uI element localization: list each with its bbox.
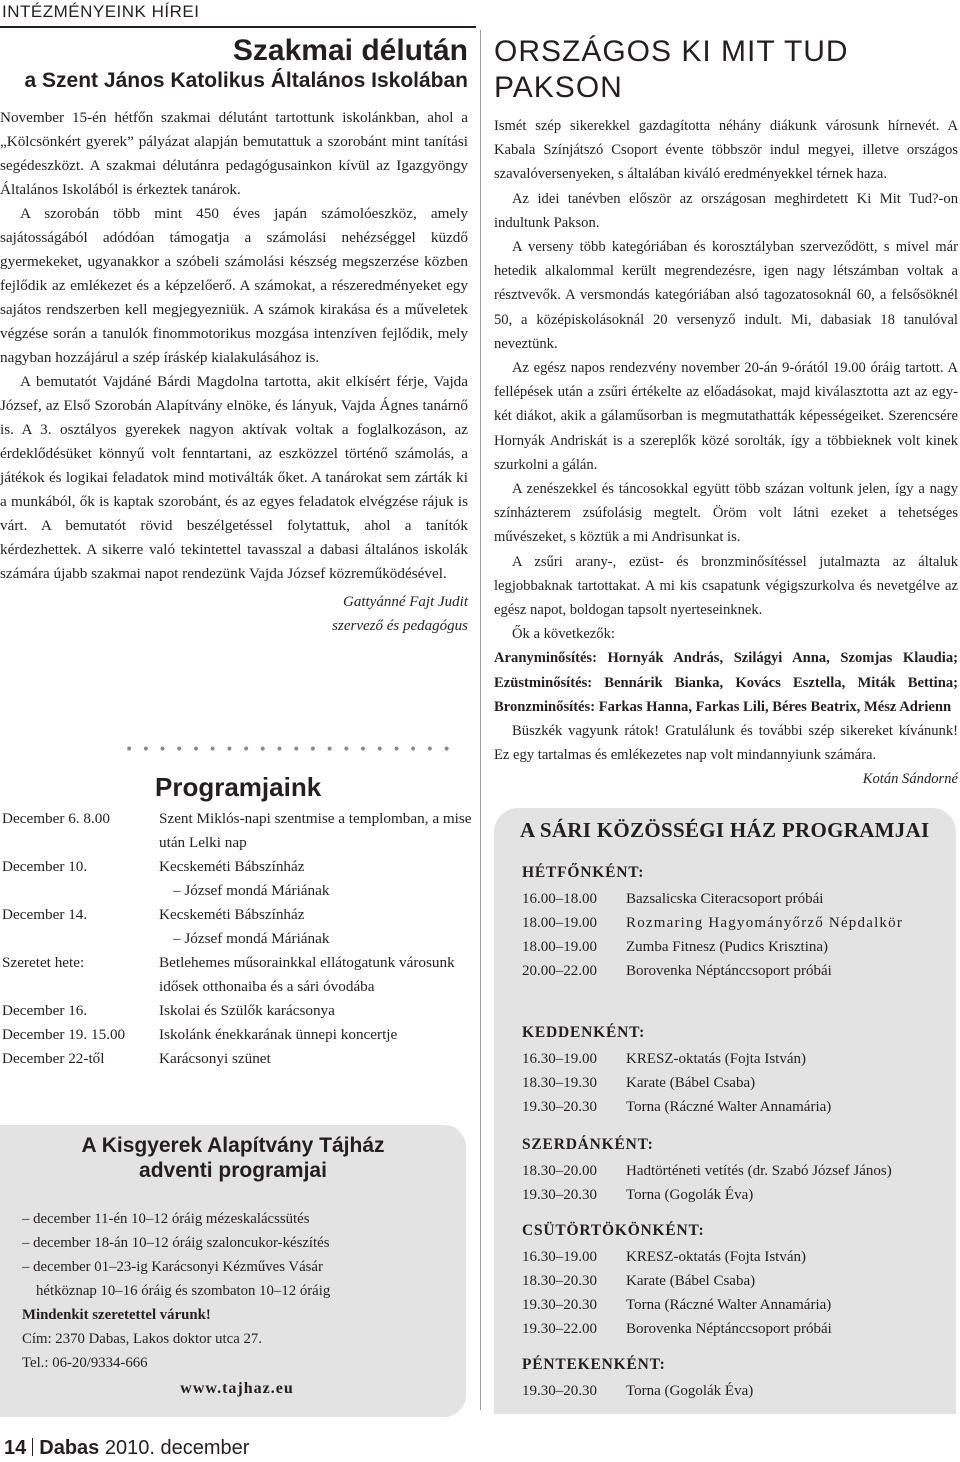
tajhaz-item: – december 18-án 10–12 óráig szaloncukor-készítés: [22, 1235, 330, 1251]
schedule-time: 16.30–19.00: [522, 1051, 597, 1067]
programs-list: [2, 807, 472, 1071]
program-row: [2, 855, 472, 903]
schedule-time: 19.30–20.30: [522, 1187, 597, 1203]
tajhaz-title: [0, 1133, 466, 1183]
signature-name: Gattyánné Fajt Judit: [343, 594, 468, 610]
program-date: Szeretet hete:: [2, 954, 85, 971]
program-row: [2, 903, 472, 951]
column-divider: [480, 30, 481, 1410]
schedule-time: 18.00–19.00: [522, 939, 597, 955]
program-date: December 6. 8.00: [2, 810, 110, 827]
program-date: December 10.: [2, 858, 88, 875]
article-body: [494, 114, 958, 788]
schedule-activity: Rozmaring Hagyományőrző Népdalkör: [626, 915, 904, 931]
closing-text: Büszkék vagyunk rátok! Gratulálunk és további szép sikereket kívánunk! Ez egy tartalmas és emlékezetes nap volt mindannyiunk számára.: [494, 723, 958, 764]
schedule-time: 19.30–20.30: [522, 1099, 597, 1115]
paragraph: A bemutatót Vajdáné Bárdi Magdolna tartotta, akit elkísért férje, Vajda József, az Első Szorobán Alapítvány elnöke, és lányuk, Vajda Ágnes tanárnő is. A 3. osztályos gyerekek nagyon aktívak voltak a foglalkozáson, az érdeklődésüket könnyű volt fenntartani, az eszközzel történő számolás, a játékok és logikai feladatok mind motiválták őket. A tanárokat sem zárták ki a munkából, ők is kaptak szorobánt, és az egyes feladatok elvégzése rájuk is várt. A bemutatót rövid beszélgetéssel folytattuk, ahol a tanítók kérdezhettek. A sikerre való tekintettel tavasszal a dabasi általános iskolák számára újabb szakmai napot rendezünk Vajda József közreműködésével.: [0, 373, 468, 582]
tajhaz-title-line2: adventi programjai: [139, 1159, 327, 1182]
paragraph: A zenészekkel és táncosokkal együtt több százan voltunk jelen, így a nagy színházterem zsúfolásig megtelt. Öröm volt látni ezeket a tehetséges művészeket, s köztük a mi Andrisunkat is.: [494, 481, 958, 546]
program-row: [2, 1047, 472, 1071]
schedule-row: [522, 959, 952, 983]
program-event-detail: – József mondá Máriának: [173, 882, 330, 899]
schedule-time: 19.30–20.30: [522, 1383, 597, 1399]
paragraph: Ők a következők:: [512, 626, 615, 643]
schedule-time: 18.30–20.00: [522, 1163, 597, 1179]
dotted-separator: • • • • • • • • • • • • • • • • • • • •: [125, 742, 453, 758]
program-event: Iskolai és Szülők karácsonya: [159, 1002, 335, 1019]
program-date: December 22-től: [2, 1050, 105, 1067]
program-event: Iskolánk énekkarának ünnepi koncertje: [159, 1026, 398, 1043]
schedule-activity: KRESZ-oktatás (Fojta István): [626, 1051, 806, 1067]
schedule-row: [522, 1317, 952, 1341]
schedule-row: [522, 887, 952, 911]
schedule-activity: KRESZ-oktatás (Fojta István): [626, 1249, 806, 1265]
program-date: December 14.: [2, 906, 88, 923]
footer-brand: Dabas: [39, 1437, 100, 1459]
article-szakmai-delutan: [0, 34, 468, 638]
tajhaz-welcome: Mindenkit szeretettel várunk!: [22, 1307, 211, 1323]
schedule-activity: Borovenka Néptánccsoport próbái: [626, 1321, 832, 1337]
page-number: 14: [4, 1437, 27, 1459]
tajhaz-website-link[interactable]: www.tajhaz.eu: [180, 1380, 294, 1397]
schedule-time: 19.30–22.00: [522, 1321, 597, 1337]
schedule-activity: Torna (Gogolák Éva): [626, 1187, 754, 1203]
paragraph: A szorobán több mint 450 éves japán számolóeszköz, amely sajátosságából adódóan támogatja a számolási nehézséggel küzdő gyermekeket, ugyanakkor a szóbeli számolási készség megszerzése közben fejlődik az emlékezet és a képzelőerő. A számokat, a részeredményeket egy sajátos rendszerben kell megjegyezniük. A számok kirakása és a műveletek végzése során a tanulók finommotorikus mozgása intenzíven fejlődik, mely nagyban hozzájárul a szép íráskép kialakulásához is.: [0, 205, 468, 366]
schedule-row: [522, 1159, 952, 1183]
day-block-thursday: [522, 1220, 952, 1341]
program-date: December 16.: [2, 1002, 88, 1019]
schedule-time: 16.30–19.00: [522, 1249, 597, 1265]
schedule-time: 16.00–18.00: [522, 891, 597, 907]
schedule-row: [522, 1379, 952, 1403]
tajhaz-title-line1: A Kisgyerek Alapítvány Tájház: [81, 1134, 385, 1157]
day-heading: PÉNTEKENKÉNT:: [522, 1356, 666, 1373]
paragraph: November 15-én hétfőn szakmai délutánt tartottunk iskolánkban, ahol a „Kölcsönkért gyerek” pályázat alapján bemutattuk a szorobánt mint tanítási segédeszközt. A szakmai délutánra pedagógusainkon kívül az Igazgyöngy Általános Iskolából is érkeztek tanárok.: [0, 109, 468, 198]
day-heading: HÉTFŐNKÉNT:: [522, 864, 645, 881]
schedule-row: [522, 1047, 952, 1071]
footer-issue: 2010. december: [104, 1437, 250, 1459]
signature-block: [0, 590, 468, 638]
schedule-time: 20.00–22.00: [522, 963, 597, 979]
program-event: Kecskeméti Bábszínház: [159, 858, 305, 875]
tajhaz-item: hétköznap 10–16 óráig és szombaton 10–12 óráig: [36, 1283, 331, 1299]
day-heading: KEDDENKÉNT:: [522, 1024, 646, 1041]
schedule-time: 19.30–20.30: [522, 1297, 597, 1313]
sari-title: A SÁRI KÖZÖSSÉGI HÁZ PROGRAMJAI: [520, 818, 930, 842]
schedule-activity: Karate (Bábel Csaba): [626, 1075, 756, 1091]
page-footer: [4, 1437, 249, 1460]
schedule-activity: Borovenka Néptánccsoport próbái: [626, 963, 832, 979]
day-block-monday: [522, 862, 952, 983]
section-title: INTÉZMÉNYEINK HÍREI: [2, 2, 200, 21]
schedule-activity: Bazsalicska Citeracsoport próbái: [626, 891, 824, 907]
program-date: December 19. 15.00: [2, 1026, 126, 1043]
paragraph: Az idei tanévben először az országosan meghirdetett Ki Mit Tud?-on indultunk Pakson.: [494, 190, 958, 231]
program-row: [2, 999, 472, 1023]
paragraph: Az egész napos rendezvény november 20-án 9-órától 19.00 óráig tartott. A fellépések után a zsűri értékelte az előadásokat, majd kiválasztotta azt az egy-két diákot, akik a gálaműsorban is megmutathatták képességeiket. Szerencsére Hornyák Andriskát is a szereplők közé sorolták, így a többieknek volt kinek szurkolni a gálán.: [494, 360, 958, 473]
day-block-wednesday: [522, 1134, 952, 1207]
tajhaz-list: [22, 1207, 452, 1401]
paragraph: Ismét szép sikerekkel gazdagította néhány diákunk városunk hírnevét. A Kabala Színjátszó Csoport évente többször indul megyei, illetve országos szavalóversenyeken, s általában kiváló eredményekkel térnek haza.: [494, 118, 958, 183]
signature-role: szervező és pedagógus: [332, 618, 468, 634]
day-heading: CSÜTÖRTÖKÖNKÉNT:: [522, 1222, 705, 1239]
signature-name: Kotán Sándorné: [862, 771, 958, 788]
tajhaz-phone: Tel.: 06-20/9334-666: [22, 1355, 148, 1371]
program-event: Betlehemes műsorainkkal ellátogatunk városunk idősek otthonaiba és a sári óvodába: [159, 954, 455, 995]
day-block-friday: [522, 1354, 952, 1403]
schedule-row: [522, 911, 952, 935]
schedule-activity: Torna (Ráczné Walter Annamária): [626, 1099, 832, 1115]
schedule-time: 18.30–20.30: [522, 1273, 597, 1289]
schedule-row: [522, 1095, 952, 1119]
schedule-row: [522, 1245, 952, 1269]
program-row: [2, 1023, 472, 1047]
paragraph: [494, 719, 958, 788]
schedule-row: [522, 935, 952, 959]
program-event: Szent Miklós-napi szentmise a templomban, a mise után Lelki nap: [159, 810, 472, 851]
schedule-activity: Karate (Bábel Csaba): [626, 1273, 756, 1289]
article-title: Szakmai délután: [232, 34, 468, 67]
paragraph: A zsűri arany-, ezüst- és bronzminősítéssel jutalmazta az általuk legjobbaknak tartottakat. A mi kis csapatunk végigszurkolva és nevetgélve az egész napot, boldogan tapsolt nyerteseinknek.: [494, 553, 958, 619]
schedule-activity: Torna (Ráczné Walter Annamária): [626, 1297, 832, 1313]
tajhaz-item: – december 01–23-ig Karácsonyi Kézműves Vásár: [22, 1259, 323, 1275]
article-title: ORSZÁGOS KI MIT TUD PAKSON: [494, 35, 849, 104]
article-body: [0, 106, 468, 586]
schedule-activity: Hadtörténeti vetítés (dr. Szabó József János): [626, 1163, 892, 1179]
programs-title: Programjaink: [155, 772, 322, 802]
schedule-activity: Torna (Gogolák Éva): [626, 1383, 754, 1399]
tajhaz-address: Cím: 2370 Dabas, Lakos doktor utca 27.: [22, 1331, 263, 1347]
sari-programs-box: [494, 808, 956, 1414]
schedule-row: [522, 1269, 952, 1293]
schedule-time: 18.00–19.00: [522, 915, 597, 931]
schedule-row: [522, 1293, 952, 1317]
winners-list: Aranyminősítés: Hornyák András, Szilágyi Anna, Szomjas Klaudia; Ezüstminősítés: Bennárik Bianka, Kovács Esztella, Miták Bettina; Bronzminősítés: Farkas Hanna, Farkas Lili, Béres Beatrix, Mész Adrienn: [494, 650, 958, 715]
schedule-time: 18.30–19.30: [522, 1075, 597, 1091]
day-block-tuesday: [522, 1022, 952, 1119]
program-row: [2, 807, 472, 855]
schedule-activity: Zumba Fitnesz (Pudics Krisztina): [626, 939, 829, 955]
day-heading: SZERDÁNKÉNT:: [522, 1136, 654, 1153]
schedule-row: [522, 1071, 952, 1095]
footer-separator: [32, 1438, 33, 1456]
tajhaz-box: [0, 1125, 466, 1417]
article-ki-mit-tud: [494, 34, 958, 792]
program-event: Kecskeméti Bábszínház: [159, 906, 305, 923]
program-event: Karácsonyi szünet: [159, 1050, 271, 1067]
section-header: [0, 0, 476, 28]
paragraph: A verseny több kategóriában és korosztályban szerveződött, s mivel már hetedik alkalommal került megrendezésre, igen nagy létszámban voltak a résztvevők. A versmondás kategóriában alsó tagozatosoknál 60, a felsősöknél 50, a középiskolásoknál 20 versenyző indult. Mi, dabasiak 18 tanulóval neveztünk.: [494, 239, 958, 352]
schedule-row: [522, 1183, 952, 1207]
tajhaz-item: – december 11-én 10–12 óráig mézeskalácssütés: [22, 1211, 310, 1227]
article-subtitle: a Szent János Katolikus Általános Iskolában: [24, 69, 468, 92]
program-row: [2, 951, 472, 999]
program-event-detail: – József mondá Máriának: [173, 930, 330, 947]
